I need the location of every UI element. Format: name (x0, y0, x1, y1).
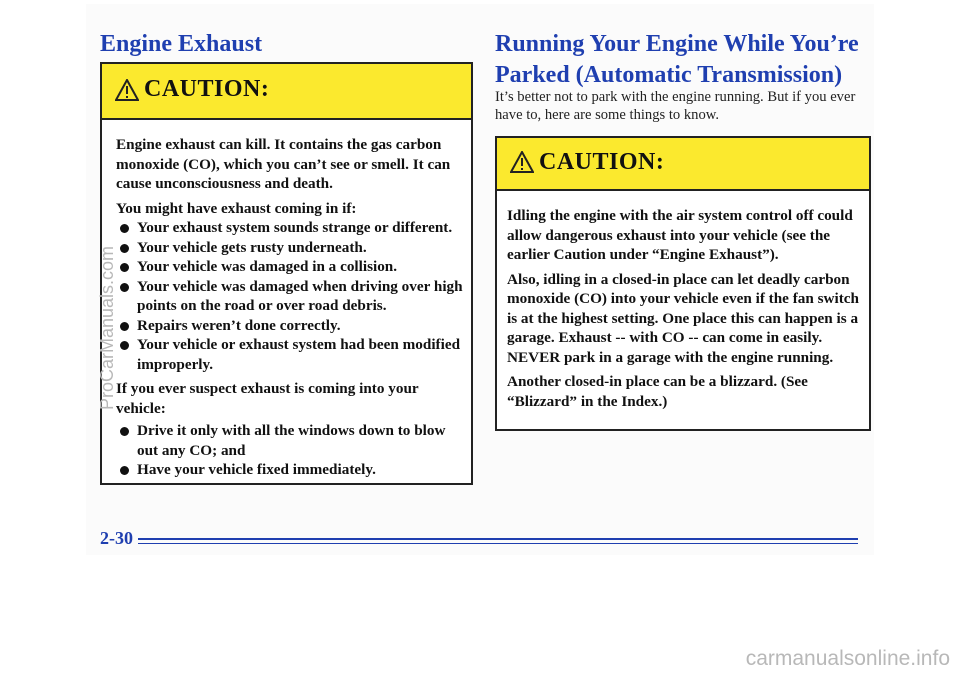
caution-box-engine-exhaust (100, 62, 473, 485)
footer-rule-thin (138, 543, 858, 544)
caution-banner (102, 64, 471, 120)
caution-label: CAUTION: (539, 149, 665, 175)
bullet-icon (120, 341, 129, 350)
list-item: Your vehicle was damaged in a collision. (116, 257, 466, 277)
bullet-icon (120, 283, 129, 292)
exhaust-signs-list (116, 218, 466, 374)
caution-banner (497, 138, 869, 191)
bullet-icon (120, 466, 129, 475)
caution-label: CAUTION: (144, 76, 270, 102)
bullet-icon (120, 263, 129, 272)
caution-paragraph: Another closed-in place can be a blizzard. (See “Blizzard” in the Index.) (507, 373, 808, 410)
caution-paragraph: Idling the engine with the air system control off could allow dangerous exhaust into your vehicle (see the earlier Caution under “Engine Exhaust”). (507, 207, 853, 263)
list-item: Have your vehicle fixed immediately. (116, 460, 466, 480)
section-heading-engine-exhaust: Engine Exhaust (100, 31, 263, 57)
warning-triangle-icon (115, 79, 139, 101)
section-heading-running-engine: Running Your Engine While You’re Parked (Automatic Transmission) (495, 31, 859, 88)
list-item: Drive it only with all the windows down to blow out any CO; and (116, 421, 466, 460)
bullet-icon (120, 427, 129, 436)
manual-page (86, 4, 874, 555)
caution-body (116, 135, 466, 480)
bullet-icon (120, 244, 129, 253)
caution-body (507, 206, 863, 411)
watermark-vertical: ProCarManuals.com (97, 245, 117, 410)
site-footer-watermark: carmanualsonline.info (745, 647, 950, 670)
footer-rule (138, 538, 858, 540)
caution-paragraph: You might have exhaust coming in if: (116, 199, 357, 217)
exhaust-actions-list (116, 421, 466, 480)
list-item: Your vehicle or exhaust system had been modified improperly. (116, 335, 466, 374)
bullet-icon (120, 322, 129, 331)
caution-paragraph: If you ever suspect exhaust is coming into your vehicle: (116, 380, 419, 417)
bullet-icon (120, 224, 129, 233)
list-item: Repairs weren’t done correctly. (116, 316, 466, 336)
caution-paragraph: Engine exhaust can kill. It contains the gas carbon monoxide (CO), which you can’t see or smell. It can cause unconsciousness and death. (116, 136, 451, 192)
list-item: Your exhaust system sounds strange or different. (116, 218, 466, 238)
page-number: 2-30 (100, 528, 133, 548)
caution-box-parked (495, 136, 871, 431)
caution-paragraph: Also, idling in a closed-in place can let deadly carbon monoxide (CO) into your vehicle even if the fan switch is at the highest setting. One place this can happen is a garage. Exhaust -- with CO -- can come in easily. NEVER park in a garage with the engine running. (507, 270, 859, 366)
intro-paragraph: It’s better not to park with the engine running. But if you ever have to, here are some things to know. (495, 89, 856, 123)
warning-triangle-icon (510, 151, 534, 173)
list-item: Your vehicle gets rusty underneath. (116, 238, 466, 258)
list-item: Your vehicle was damaged when driving over high points on the road or over road debris. (116, 277, 466, 316)
